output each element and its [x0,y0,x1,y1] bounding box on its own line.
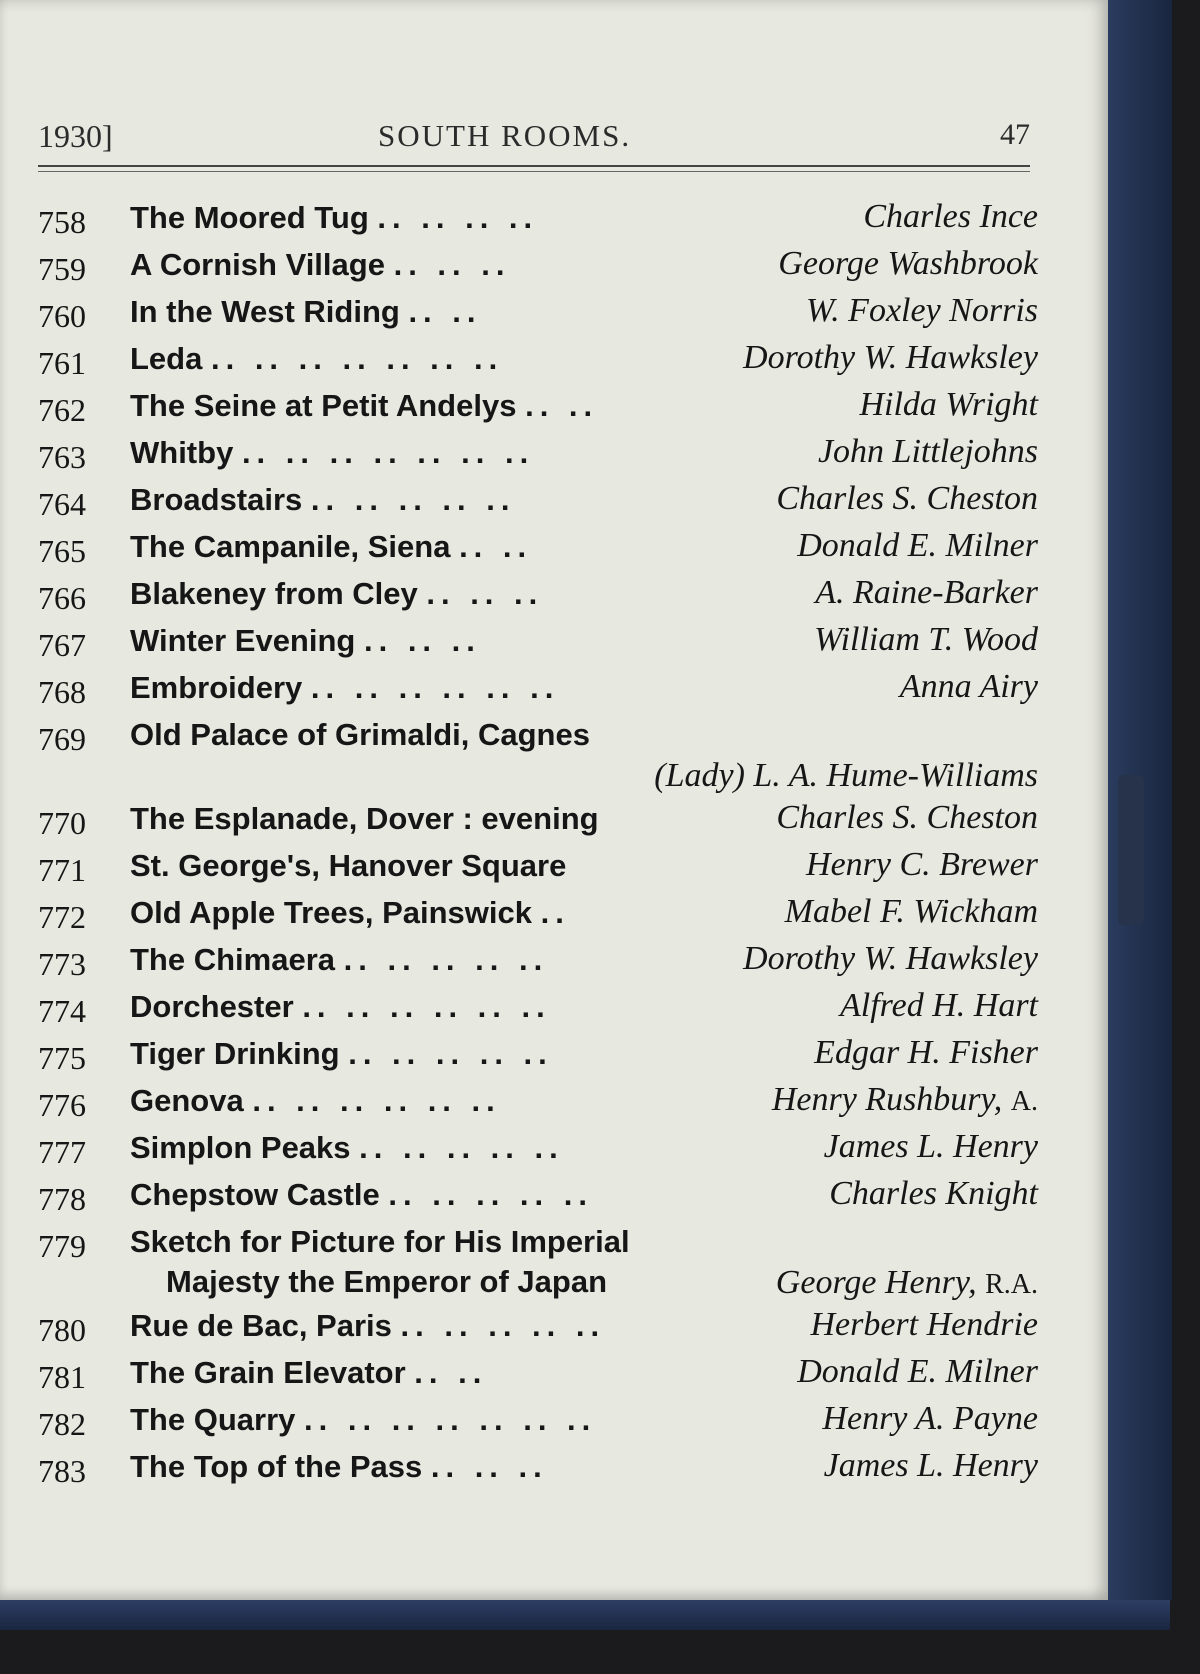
leader-dots: .. .. [408,294,482,329]
entry-title-line [130,247,510,283]
leader-dots: .. .. .. .. .. [348,1036,553,1071]
entry-artist [818,433,1038,471]
entry-title-line [130,1130,564,1166]
entry-title-line [130,1449,548,1485]
artist-name: William T. Wood [814,621,1038,658]
artist-name: Henry A. Payne [822,1400,1038,1437]
leader-dots: .. .. .. .. .. .. [310,670,560,705]
entry-title-line [130,623,481,659]
leader-dots: .. .. .. [363,623,481,658]
entry-title: The Seine at Petit Andelys [130,388,517,423]
entry-title-line [130,341,503,377]
catalogue-entry [38,1306,1038,1353]
entry-artist [776,1264,1038,1302]
leader-dots: .. .. .. .. .. [310,482,516,517]
entry-number: 767 [38,627,86,663]
entry-number: 766 [38,580,86,616]
entry-title: The Campanile, Siena [130,529,451,564]
catalogue-entry [38,940,1038,987]
artist-name: Dorothy W. Hawksley [743,940,1038,977]
artist-name: Charles Ince [863,198,1038,235]
catalogue-entry [38,433,1038,480]
entry-artist [840,987,1038,1025]
entry-title: Leda [130,341,203,376]
entry-number: 776 [38,1087,86,1123]
entry-number: 763 [38,439,86,475]
entry-artist [815,574,1038,612]
catalogue-entry [38,292,1038,339]
artist-name: Charles S. Cheston [776,799,1038,836]
entry-title-line [130,801,599,837]
entry-title-line [130,1402,596,1438]
leader-dots: .. .. .. .. .. [359,1130,564,1165]
entry-number: 768 [38,674,86,710]
entry-artist [776,799,1038,837]
catalogue-entry [38,527,1038,574]
catalogue-entry [38,245,1038,292]
book-clasp [1118,775,1144,925]
entry-artist [797,1353,1038,1391]
artist-name: Alfred H. Hart [839,987,1038,1024]
entry-number: 758 [38,204,86,240]
entry-title: Chepstow Castle [130,1177,380,1212]
entry-title-line [130,576,543,612]
entry-artist [654,757,1038,795]
artist-name: Edgar H. Fisher [814,1034,1038,1071]
entry-title: Tiger Drinking [130,1036,340,1071]
catalogue-entry [38,1034,1038,1081]
leader-dots: .. .. .. .. .. .. .. [304,1402,597,1437]
artist-name: Mabel F. Wickham [784,893,1038,930]
entry-title: Embroidery [130,670,303,705]
entry-title-continued: Majesty the Emperor of Japan [166,1264,608,1299]
entry-title: Dorchester [130,989,294,1024]
leader-dots: .. .. .. .. [377,200,539,235]
entry-title: In the West Riding [130,294,400,329]
entry-title-line [130,294,482,330]
entry-artist [863,198,1038,236]
entry-number: 773 [38,946,86,982]
catalogue-entry [38,1353,1038,1400]
leader-dots: .. .. .. [393,247,511,282]
artist-name: John Littlejohns [817,433,1038,470]
catalogue-entry [38,480,1038,527]
artist-name: Anna Airy [899,668,1038,705]
artist-name: Charles S. Cheston [776,480,1038,517]
leader-dots: .. .. .. .. .. [343,942,549,977]
entry-title: Rue de Bac, Paris [130,1308,392,1343]
catalogue-entry [38,1175,1038,1222]
entry-title-line [130,942,548,978]
leader-dots: .. [540,895,570,930]
entry-number: 771 [38,852,86,888]
entry-artist [824,1447,1038,1485]
entry-artist [797,527,1038,565]
catalogue-entry [38,893,1038,940]
catalogue-entry-list [38,198,1038,1494]
entry-artist [778,245,1038,283]
entry-artist [743,940,1038,978]
artist-name: George Henry, [775,1264,977,1301]
catalogue-entry [38,668,1038,715]
entry-title-line [130,388,598,424]
catalogue-entry [38,1222,1038,1306]
entry-title: Old Palace of Grimaldi, Cagnes [130,717,590,752]
leader-dots: .. .. [525,388,599,423]
entry-number: 778 [38,1181,86,1217]
artist-name: Hilda Wright [859,386,1038,423]
entry-artist [859,386,1038,424]
header-year: 1930] [38,118,113,154]
leader-dots: .. .. [459,529,533,564]
artist-name: James L. Henry [823,1128,1038,1165]
entry-artist [785,893,1038,931]
header-title: SOUTH ROOMS. [378,118,632,153]
leader-dots: .. .. .. [426,576,544,611]
artist-name: James L. Henry [823,1447,1038,1484]
entry-title: Blakeney from Cley [130,576,418,611]
catalogue-entry [38,574,1038,621]
catalogue-entry [38,1400,1038,1447]
entry-title: Simplon Peaks [130,1130,351,1165]
artist-name: Charles Knight [829,1175,1038,1212]
page-number: 47 [1000,118,1030,151]
artist-honours: A. [1010,1086,1038,1117]
artist-name: Dorothy W. Hawksley [743,339,1038,376]
entry-title-line [130,989,551,1025]
artist-name: Herbert Hendrie [810,1306,1038,1343]
entry-title: The Top of the Pass [130,1449,423,1484]
leader-dots: .. .. .. .. .. .. .. [241,435,535,470]
entry-number: 769 [38,721,86,757]
entry-title-line [130,1355,487,1391]
entry-artist [810,1306,1038,1344]
entry-title: The Chimaera [130,942,336,977]
entry-artist [743,339,1038,377]
catalogue-entry [38,715,1038,799]
artist-name: Donald E. Milner [797,527,1038,564]
leader-dots: .. .. .. .. .. .. [252,1083,501,1118]
entry-number: 775 [38,1040,86,1076]
artist-name: George Washbrook [778,245,1038,282]
entry-number: 759 [38,251,86,287]
artist-name: A. Raine-Barker [815,574,1038,611]
entry-title-line [130,200,538,236]
entry-title: St. George's, Hanover Square [130,848,567,883]
header-rule-thin [38,171,1030,172]
catalogue-entry [38,987,1038,1034]
entry-title-line [130,482,516,518]
leader-dots: .. .. .. .. .. [400,1308,606,1343]
catalogue-entry [38,1081,1038,1128]
entry-number: 781 [38,1359,86,1395]
entry-title-line [130,848,566,884]
catalogue-entry [38,339,1038,386]
catalogue-entry [38,799,1038,846]
entry-title: Winter Evening [130,623,356,658]
catalogue-entry [38,198,1038,245]
entry-title: Whitby [130,435,234,470]
entry-title: The Esplanade, Dover : evening [130,801,599,836]
entry-title: Genova [130,1083,244,1118]
leader-dots: .. .. [414,1355,488,1390]
entry-artist [806,846,1038,884]
leader-dots: .. .. .. [430,1449,548,1484]
catalogue-entry [38,621,1038,668]
entry-number: 770 [38,805,86,841]
page-header [38,118,1030,158]
entry-artist [829,1175,1038,1213]
entry-artist [814,1034,1038,1072]
entry-artist [806,292,1038,330]
entry-title-line [130,1308,605,1344]
entry-title-line [130,1036,553,1072]
entry-artist [776,480,1038,518]
artist-name: (Lady) L. A. Hume-Williams [654,757,1038,794]
artist-name: Donald E. Milner [797,1353,1038,1390]
entry-title: Sketch for Picture for His Imperial [130,1224,630,1259]
header-rule [38,165,1030,167]
leader-dots: .. .. .. .. .. .. .. [210,341,504,376]
entry-artist [822,1400,1038,1438]
entry-number: 765 [38,533,86,569]
entry-title: Broadstairs [130,482,303,517]
entry-title-line [130,435,534,471]
entry-number: 772 [38,899,86,935]
entry-artist [814,621,1038,659]
entry-title: The Moored Tug [130,200,369,235]
leader-dots: .. .. .. .. .. [388,1177,593,1212]
entry-title-line [130,529,532,565]
entry-title: The Grain Elevator [130,1355,406,1390]
entry-title-line [130,717,590,753]
artist-name: Henry C. Brewer [806,846,1038,883]
entry-number: 782 [38,1406,86,1442]
entry-number: 762 [38,392,86,428]
entry-title: The Quarry [130,1402,296,1437]
artist-name: Henry Rushbury, [771,1081,1003,1118]
entry-number: 780 [38,1312,86,1348]
entry-title-line [130,1177,593,1213]
entry-number: 783 [38,1453,86,1489]
entry-number: 760 [38,298,86,334]
entry-title-line [130,670,559,706]
book-binding-bottom [0,1600,1170,1630]
entry-number: 761 [38,345,86,381]
entry-number: 777 [38,1134,86,1170]
catalogue-entry [38,1447,1038,1494]
artist-name: W. Foxley Norris [805,292,1038,329]
entry-title-line [130,1083,501,1119]
entry-title: Old Apple Trees, Painswick [130,895,533,930]
entry-number: 774 [38,993,86,1029]
entry-title: A Cornish Village [130,247,385,282]
entry-artist [824,1128,1038,1166]
entry-number: 779 [38,1228,86,1264]
entry-number: 764 [38,486,86,522]
artist-honours: R.A. [985,1269,1038,1300]
entry-title-line [130,1224,630,1260]
entry-title-line [130,895,570,931]
catalogue-entry [38,846,1038,893]
leader-dots: .. .. .. .. .. .. [302,989,551,1024]
entry-artist [900,668,1038,706]
entry-artist [772,1081,1038,1119]
catalogue-entry [38,1128,1038,1175]
catalogue-entry [38,386,1038,433]
